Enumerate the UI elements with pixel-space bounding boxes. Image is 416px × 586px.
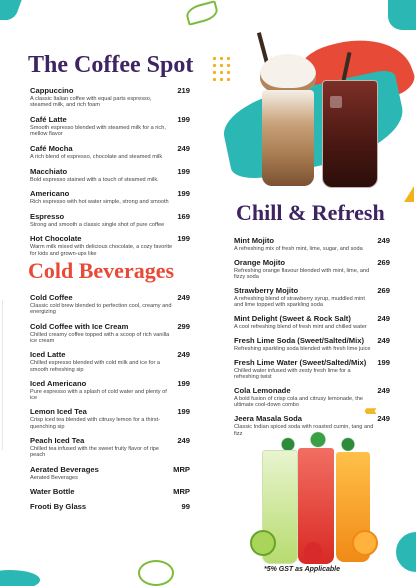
divider: [2, 300, 3, 450]
menu-item-row: [30, 293, 190, 302]
menu-item-row: [30, 115, 190, 124]
menu-item-price: 249: [377, 336, 390, 345]
teal-corner-decoration: [0, 0, 22, 20]
menu-item: [30, 167, 190, 183]
menu-item-description: Classic cold brew blended to perfection cool, creamy and energizing: [30, 303, 172, 316]
menu-item-price: 199: [177, 234, 190, 244]
menu-item-name: Frooti By Glass: [30, 501, 87, 511]
menu-item-name: Peach Iced Tea: [30, 436, 85, 446]
menu-item-row: [234, 414, 390, 423]
menu-item-name: Lemon Iced Tea: [30, 407, 87, 417]
menu-item-price: 199: [177, 115, 190, 124]
menu-item-name: Macchiato: [30, 166, 68, 176]
menu-item: [234, 236, 390, 252]
menu-item-description: Aerated Beverages: [30, 474, 78, 481]
menu-item-price: 249: [177, 436, 190, 446]
menu-item-name: Americano: [30, 189, 70, 199]
menu-item-price: 199: [177, 189, 190, 199]
menu-item-description: Classic Indian spiced soda with roasted cumin, tang and fizz: [234, 424, 374, 437]
cold-beverages-list: [30, 293, 190, 516]
menu-item-price: 199: [177, 378, 190, 388]
section-title-cold-beverages: Cold Beverages: [28, 258, 175, 283]
menu-item-description: Rich espresso with hot water simple, strong and smooth: [30, 199, 169, 206]
menu-item-description: Refreshing sparkling soda blended with fresh lime juice: [234, 346, 371, 352]
menu-item-description: A cool refreshing blend of fresh mint and chilled water: [234, 324, 367, 331]
menu-item-price: MRP: [173, 486, 190, 496]
menu-item-row: [30, 487, 190, 496]
menu-item: [30, 234, 190, 257]
menu-item-price: 169: [177, 211, 190, 221]
menu-item-price: 249: [177, 350, 190, 360]
menu-item-row: [30, 502, 190, 511]
menu-item: [30, 407, 190, 430]
whipped-cream: [260, 54, 316, 94]
menu-item-price: 219: [177, 86, 190, 95]
menu-item-row: [234, 258, 390, 267]
coffee-spot-list: [30, 86, 190, 263]
menu-item-name: Mint Delight (Sweet & Rock Salt): [234, 314, 351, 324]
menu-item: [234, 286, 390, 309]
menu-item: [30, 144, 190, 160]
menu-item-name: Cold Coffee with Ice Cream: [30, 321, 129, 331]
yellow-triangle-decoration: [404, 186, 414, 202]
menu-item: [234, 386, 390, 409]
menu-item-name: Iced Americano: [30, 378, 87, 388]
orange-slice: [352, 530, 378, 556]
menu-item-row: [30, 322, 190, 331]
menu-item: [30, 436, 190, 459]
menu-item-name: Water Bottle: [30, 486, 75, 496]
menu-item: [30, 86, 190, 109]
menu-item-price: 249: [377, 314, 390, 324]
menu-item-price: 249: [177, 144, 190, 153]
menu-item: [234, 358, 390, 381]
menu-item-name: Café Mocha: [30, 144, 73, 153]
menu-item: [30, 322, 190, 345]
menu-item: [30, 115, 190, 138]
section-title-coffee-spot: The Coffee Spot: [28, 52, 194, 78]
menu-item: [234, 314, 390, 330]
menu-item-price: 249: [377, 236, 390, 245]
menu-item-description: A bold fusion of crisp cola and citrusy lemonade, the ultimate cool-down combo: [234, 396, 364, 409]
menu-item-price: 249: [377, 414, 390, 424]
menu-item-row: [30, 86, 190, 95]
chill-refresh-list: [234, 236, 390, 442]
menu-item-row: [234, 336, 390, 345]
menu-item: [30, 350, 190, 373]
menu-item-description: A refreshing blend of strawberry syrup, muddled mint and lime topped with sparkling soda: [234, 296, 365, 309]
menu-item-price: 199: [177, 166, 190, 176]
menu-item-row: [30, 436, 190, 445]
coffee-glass-illustration: [262, 90, 314, 186]
teal-corner-decoration: [0, 570, 40, 586]
menu-item-description: Chilled water infused with zesty fresh lime for a refreshing twist: [234, 367, 351, 381]
menu-item: [234, 414, 390, 437]
menu-item-description: Warm milk mixed with delicious chocolate, a cozy favorite for kids and grown-ups like: [30, 244, 173, 257]
menu-item-name: Hot Chocolate: [30, 234, 82, 244]
strawberry: [304, 542, 322, 562]
teal-corner-decoration: [396, 532, 416, 572]
menu-item-row: [30, 167, 190, 176]
ice-cube: [330, 96, 342, 108]
menu-item-row: [234, 358, 390, 367]
menu-item-name: Iced Latte: [30, 350, 66, 360]
menu-item-name: Fresh Lime Water (Sweet/Salted/Mix): [234, 357, 367, 367]
menu-item-name: Cold Coffee: [30, 293, 73, 302]
menu-item: [30, 293, 190, 316]
lime-slice: [250, 530, 276, 556]
menu-item-name: Aerated Beverages: [30, 464, 99, 474]
menu-item-name: Orange Mojito: [234, 257, 286, 267]
menu-item-description: Bold espresso stained with a touch of steamed milk.: [30, 176, 159, 183]
teal-splash-decoration: [218, 68, 411, 184]
menu-item-row: [234, 286, 390, 295]
menu-item: [30, 465, 190, 481]
menu-item-price: 99: [181, 501, 190, 511]
menu-item-name: Fresh Lime Soda (Sweet/Salted/Mix): [234, 336, 364, 345]
menu-item-price: 199: [377, 357, 390, 367]
menu-item-description: Pure espresso with a splash of cold water and plenty of ice: [30, 388, 167, 402]
menu-item-price: 249: [177, 293, 190, 302]
menu-item: [30, 189, 190, 205]
menu-item-name: Mint Mojito: [234, 236, 275, 245]
chevron-decoration: ‹‹‹‹‹: [364, 402, 374, 419]
menu-item-row: [234, 314, 390, 323]
menu-item: [30, 212, 190, 228]
menu-item-price: 299: [177, 321, 190, 331]
menu-item-name: Espresso: [30, 211, 65, 221]
menu-item-description: Chilled tea infused with the sweet fruity flavor of ripe peach: [30, 446, 160, 459]
menu-item: [234, 336, 390, 352]
menu-item-price: 269: [377, 257, 390, 267]
menu-item-description: Smooth espresso blended with steamed milk for a rich, mellow flavor: [30, 125, 166, 138]
menu-item-name: Cola Lemonade: [234, 386, 291, 395]
menu-item-row: [30, 465, 190, 474]
menu-item-price: 269: [377, 286, 390, 295]
menu-item-price: 199: [177, 407, 190, 417]
menu-item-price: MRP: [173, 464, 190, 474]
menu-item-row: [234, 386, 390, 395]
menu-item-description: A refreshing mix of fresh mint, lime, sugar, and soda: [234, 246, 363, 252]
menu-item-description: Chilled creamy coffee topped with a scoop of rich vanilla ice cream: [30, 331, 170, 345]
menu-item-row: [30, 144, 190, 153]
menu-item-description: Chilled espresso blended with cold milk and ice for a smooth refreshing sip: [30, 360, 160, 373]
menu-item-name: Cappuccino: [30, 86, 74, 95]
menu-item-name: Café Latte: [30, 115, 67, 124]
menu-item-row: [30, 350, 190, 359]
menu-item-description: Strong and smooth a classic single shot of pure coffee: [30, 221, 165, 228]
menu-item-row: [30, 234, 190, 243]
gst-note: *5% GST as Applicable: [264, 566, 340, 573]
menu-item-description: A classic Italian coffee with equal parts espresso, steamed milk, and rich foam: [30, 96, 152, 109]
menu-item-price: 249: [377, 386, 390, 395]
menu-item: [30, 502, 190, 511]
menu-item: [30, 379, 190, 402]
menu-item-row: [30, 212, 190, 221]
lime-outline-decoration: [138, 560, 174, 586]
menu-item-row: [30, 379, 190, 388]
menu-item-row: [30, 407, 190, 416]
menu-item-row: [234, 236, 390, 245]
menu-item-description: Refreshing orange flavour blended with mint, lime, and fizzy soda: [234, 267, 370, 281]
menu-item-row: [30, 189, 190, 198]
menu-item: [30, 487, 190, 496]
menu-item-name: Strawberry Mojito: [234, 286, 299, 295]
dot-pattern-decoration: [211, 55, 233, 85]
menu-item-description: A rich blend of espresso, chocolate and steamed milk: [30, 154, 163, 160]
leaf-outline-decoration: [184, 0, 220, 26]
menu-item-name: Jeera Masala Soda: [234, 414, 302, 424]
teal-corner-decoration: [388, 0, 416, 30]
menu-item: [234, 258, 390, 281]
section-title-chill-refresh: Chill & Refresh: [236, 200, 385, 225]
menu-item-description: Crisp iced tea blended with citrusy lemon for a thirst-quenching sip: [30, 417, 160, 430]
